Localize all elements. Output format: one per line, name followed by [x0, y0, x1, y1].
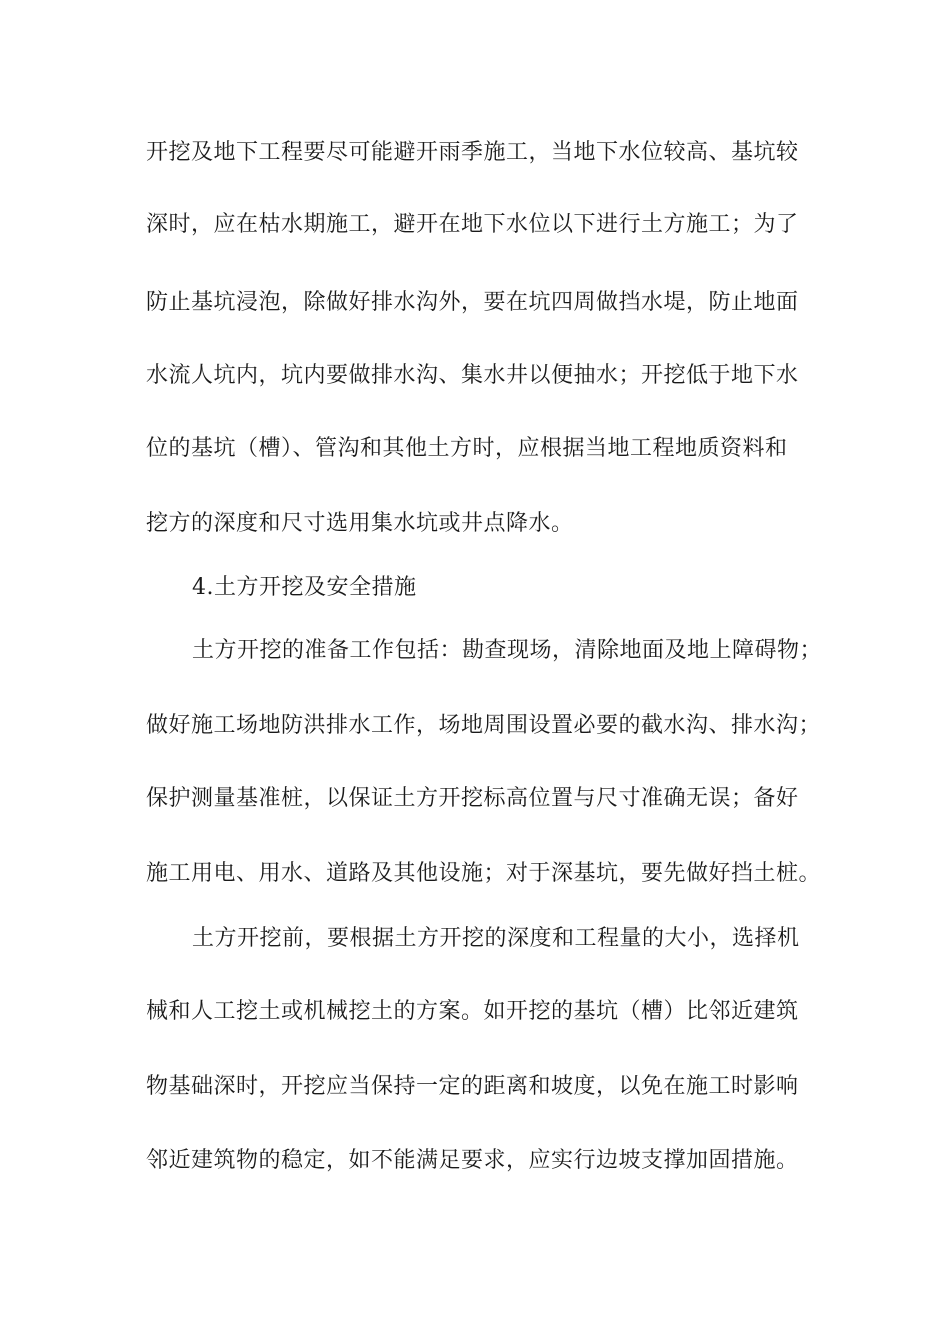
- paragraph-line: 水流人坑内，坑内要做排水沟、集水井以便抽水；开挖低于地下水: [146, 363, 799, 388]
- paragraph-line: 位的基坑（槽）、管沟和其他土方时，应根据当地工程地质资料和: [146, 436, 788, 461]
- paragraph-line: 施工用电、用水、道路及其他设施；对于深基坑，要先做好挡土桩。: [146, 861, 822, 886]
- paragraph-line: 保护测量基准桩，以保证土方开挖标高位置与尺寸准确无误；备好: [146, 786, 799, 811]
- paragraph-line: 做好施工场地防洪排水工作，场地周围设置必要的截水沟、排水沟；: [146, 713, 822, 738]
- paragraph-line: 防止基坑浸泡，除做好排水沟外，要在坑四周做挡水堤，防止地面: [146, 290, 799, 315]
- section-heading: 4.土方开挖及安全措施: [192, 575, 417, 600]
- paragraph-line: 土方开挖的准备工作包括：勘查现场，清除地面及地上障碍物；: [192, 638, 823, 663]
- paragraph-line: 开挖及地下工程要尽可能避开雨季施工，当地下水位较高、基坑较: [146, 140, 799, 165]
- paragraph-line: 邻近建筑物的稳定，如不能满足要求，应实行边坡支撑加固措施。: [146, 1148, 799, 1173]
- paragraph-line: 物基础深时，开挖应当保持一定的距离和坡度，以免在施工时影响: [146, 1074, 799, 1099]
- paragraph-line: 挖方的深度和尺寸选用集水坑或井点降水。: [146, 511, 574, 536]
- paragraph-line: 土方开挖前，要根据土方开挖的深度和工程量的大小，选择机: [192, 926, 800, 951]
- paragraph-line: 深时，应在枯水期施工，避开在地下水位以下进行土方施工；为了: [146, 212, 799, 237]
- paragraph-line: 械和人工挖土或机械挖土的方案。如开挖的基坑（槽）比邻近建筑: [146, 999, 799, 1024]
